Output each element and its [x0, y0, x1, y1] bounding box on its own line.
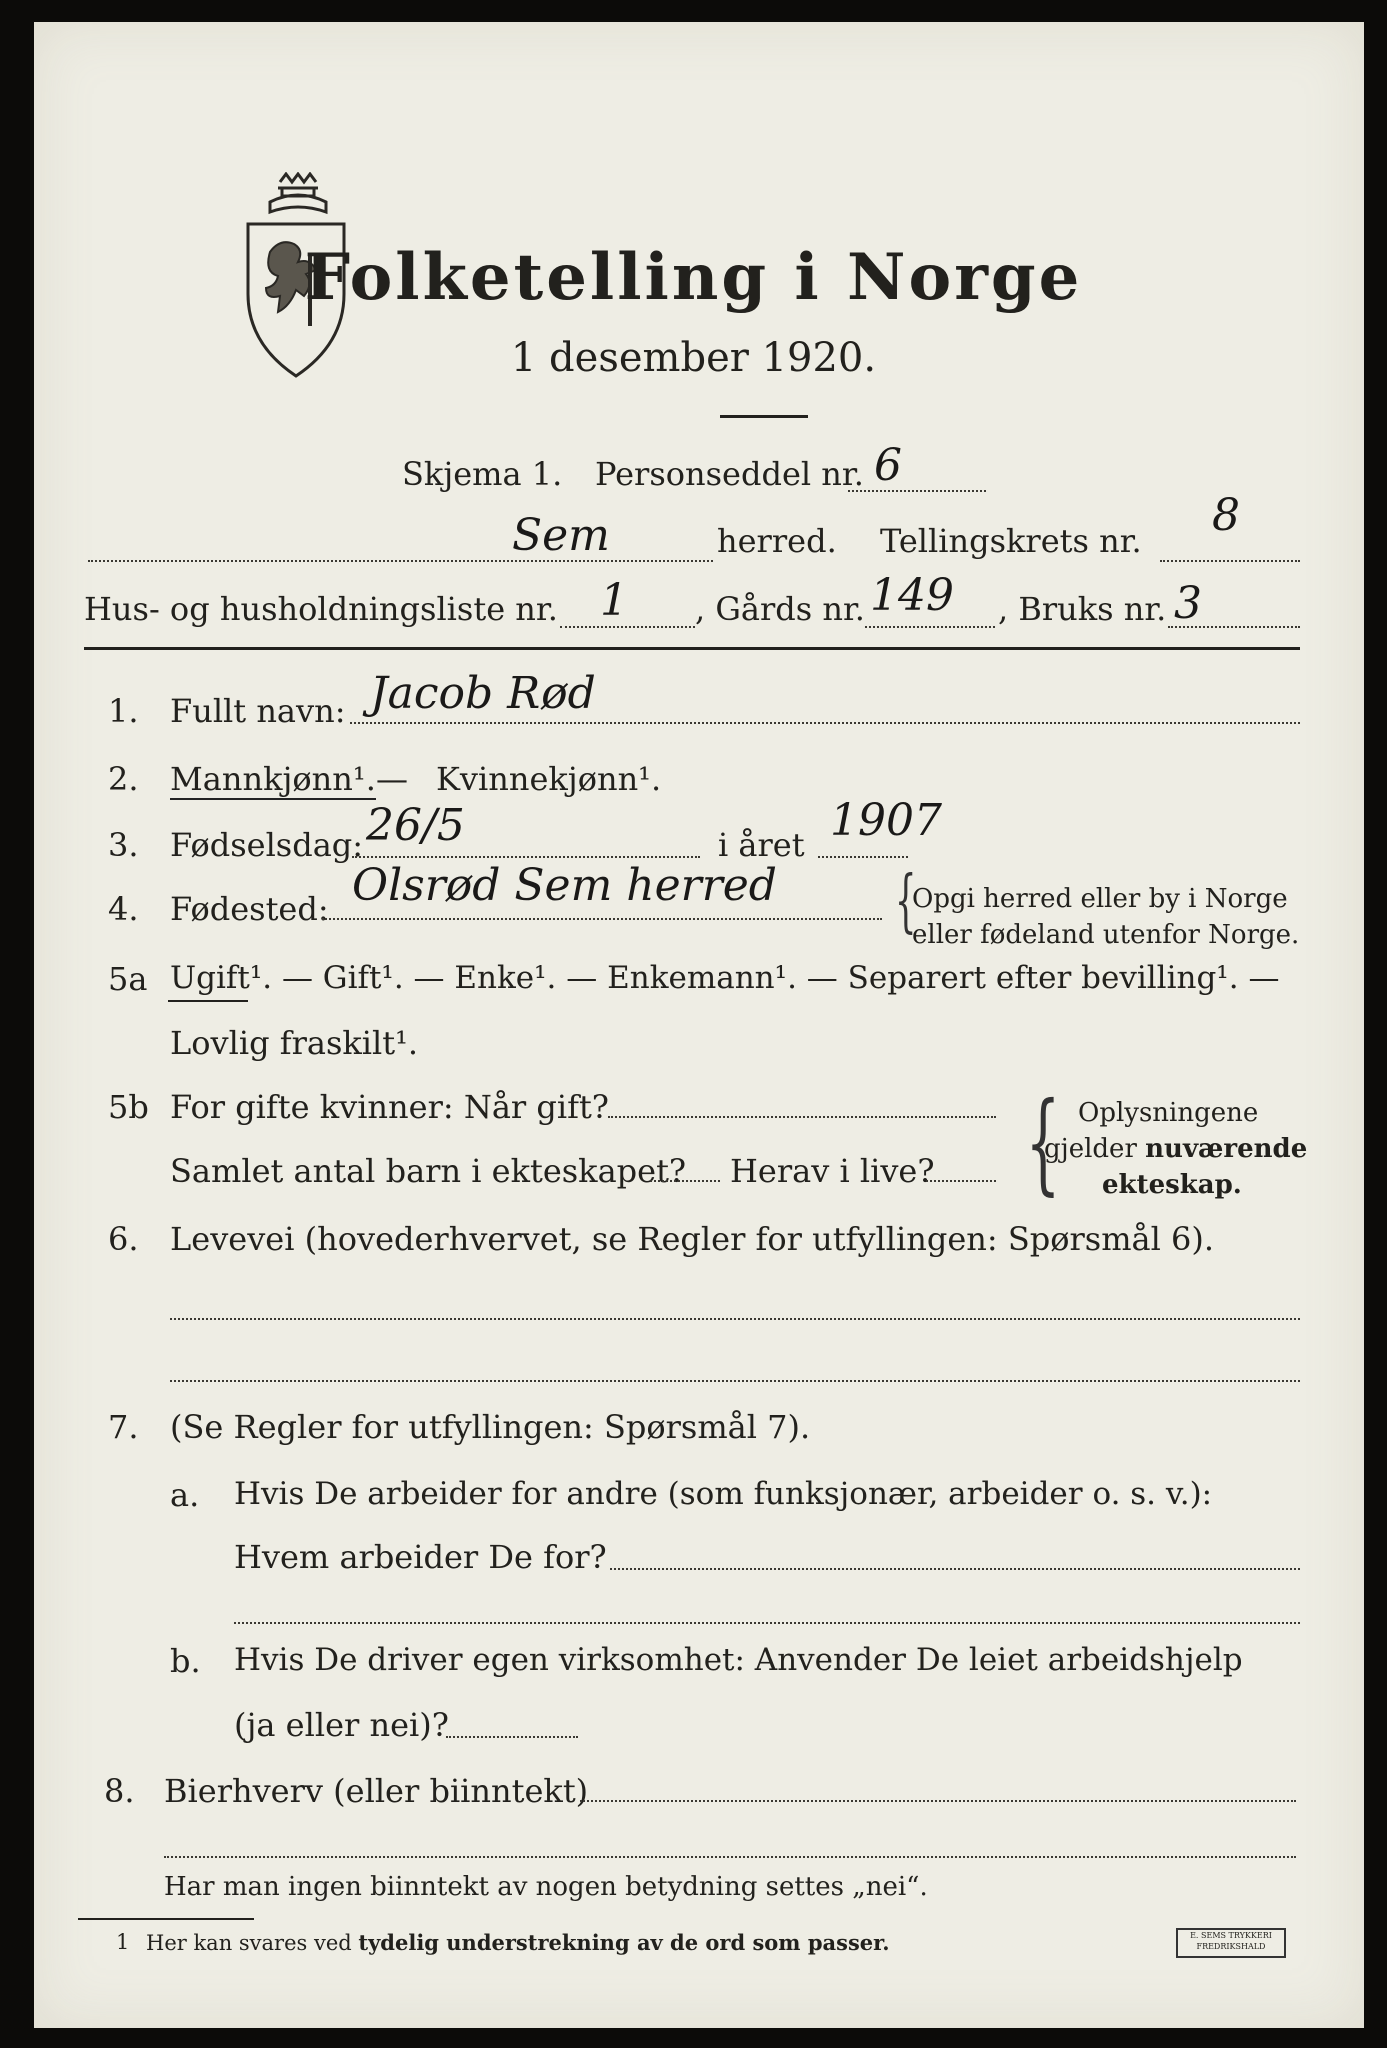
title-divider — [720, 415, 808, 418]
bruks-value[interactable]: 3 — [1174, 578, 1202, 629]
occupation-line-1 — [170, 1318, 1300, 1320]
q7a-letter: a. — [170, 1476, 200, 1514]
header-divider — [84, 647, 1300, 650]
birthplace-note-2: eller fødeland utenfor Norge. — [912, 920, 1300, 950]
full-name-line — [350, 722, 1300, 724]
gards-label: , Gårds nr. — [695, 590, 865, 628]
footnote-divider — [78, 1918, 254, 1920]
personseddel-line — [848, 490, 986, 492]
birthday-line — [352, 856, 700, 858]
q2-separator: — — [376, 760, 408, 798]
printer-stamp: E. SEMS TRYKKERI FREDRIKSHALD — [1176, 1928, 1286, 1958]
q3-label: Fødselsdag: — [170, 826, 364, 864]
married-when-line — [608, 1116, 996, 1118]
children-label: Samlet antal barn i ekteskapet? — [170, 1152, 687, 1190]
marriage-note-1: Oplysningene — [1078, 1098, 1259, 1128]
side-income-line-1 — [580, 1800, 1296, 1802]
marriage-note-2: gjelder nuværende — [1044, 1134, 1308, 1164]
brace: { — [894, 862, 917, 941]
hus-line — [560, 626, 695, 628]
personseddel-value[interactable]: 6 — [874, 440, 902, 491]
hus-label: Hus- og husholdningsliste nr. — [84, 590, 558, 628]
gards-line — [865, 626, 995, 628]
form-title: Folketelling i Norge — [304, 240, 1083, 315]
children-line — [650, 1180, 720, 1182]
side-income-note: Har man ingen biinntekt av nogen betydning settes „nei“. — [164, 1872, 928, 1902]
occupation-line-2 — [170, 1380, 1300, 1382]
q7b-letter: b. — [170, 1642, 201, 1680]
year-label: i året — [718, 826, 805, 864]
q7b-line-2: (ja eller nei)? — [234, 1706, 449, 1744]
bruks-label: , Bruks nr. — [998, 590, 1167, 628]
occupation-label: Levevei (hovederhvervet, se Regler for utfyllingen: Spørsmål 6). — [170, 1220, 1215, 1258]
male-option[interactable]: Mannkjønn¹. — [170, 760, 376, 798]
birth-year-value[interactable]: 1907 — [830, 795, 942, 846]
q3-number: 3. — [108, 826, 139, 864]
q7-label: (Se Regler for utfyllingen: Spørsmål 7). — [170, 1408, 811, 1446]
married-when-label: For gifte kvinner: Når gift? — [170, 1088, 609, 1126]
q7a-line-2: Hvem arbeider De for? — [234, 1538, 607, 1576]
q7-number: 7. — [108, 1408, 139, 1446]
side-income-label: Bierhverv (eller biinntekt) — [164, 1772, 589, 1810]
q5b-number: 5b — [108, 1088, 149, 1126]
hus-value[interactable]: 1 — [600, 575, 628, 626]
full-name-value[interactable]: Jacob Rød — [370, 668, 596, 719]
personseddel-label: Personseddel nr. — [595, 455, 864, 493]
hired-help-line — [446, 1736, 578, 1738]
female-option[interactable]: Kvinnekjønn¹. — [436, 760, 662, 798]
gards-value[interactable]: 149 — [870, 570, 954, 621]
herred-label: herred. — [717, 522, 837, 560]
tellingskrets-value[interactable]: 8 — [1212, 490, 1240, 541]
q5a-number: 5a — [108, 960, 148, 998]
q1-number: 1. — [108, 692, 139, 730]
footnote-mark: 1 — [116, 1930, 130, 1954]
census-date: 1 desember 1920. — [510, 335, 877, 381]
q2-number: 2. — [108, 760, 139, 798]
marriage-note-3: ekteskap. — [1102, 1170, 1242, 1200]
tellingskrets-line — [1160, 560, 1300, 562]
skjema-label: Skjema 1. — [402, 455, 563, 493]
herred-value[interactable]: Sem — [512, 510, 610, 561]
q4-label: Fødested: — [170, 890, 329, 928]
q8-number: 8. — [104, 1772, 135, 1810]
herred-line — [88, 560, 713, 562]
marital-status-options[interactable]: Ugift¹. — Gift¹. — Enke¹. — Enkemann¹. — Separert efter bevilling¹. — — [170, 960, 1280, 996]
q7b-line-1: Hvis De driver egen virksomhet: Anvender De leiet arbeidshjelp — [234, 1642, 1243, 1678]
employer-line-2 — [234, 1622, 1300, 1624]
alive-label: Herav i live? — [730, 1152, 935, 1190]
q6-number: 6. — [108, 1220, 139, 1258]
marital-status-divorced[interactable]: Lovlig fraskilt¹. — [170, 1024, 419, 1062]
tellingskrets-label: Tellingskrets nr. — [880, 522, 1142, 560]
year-line — [818, 856, 908, 858]
brace: { — [1025, 1078, 1061, 1206]
q4-number: 4. — [108, 890, 139, 928]
birthplace-line — [322, 918, 882, 920]
birthday-value[interactable]: 26/5 — [366, 800, 465, 851]
ugift-underline — [168, 1000, 248, 1002]
birthplace-note-1: Opgi herred eller by i Norge — [912, 884, 1288, 914]
q7a-line-1: Hvis De arbeider for andre (som funksjonær, arbeider o. s. v.): — [234, 1476, 1213, 1512]
employer-line-1 — [610, 1568, 1300, 1570]
side-income-line-2 — [164, 1856, 1296, 1858]
alive-line — [926, 1180, 996, 1182]
birthplace-value[interactable]: Olsrød Sem herred — [352, 860, 777, 911]
q1-label: Fullt navn: — [170, 692, 346, 730]
footnote-text: Her kan svares ved tydelig understrekning av de ord som passer. — [146, 1930, 890, 1955]
